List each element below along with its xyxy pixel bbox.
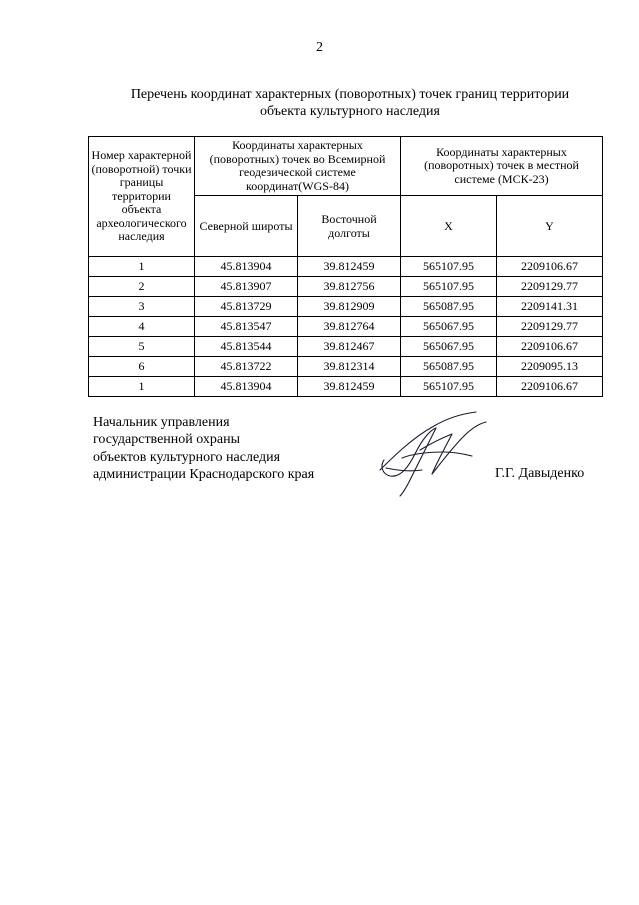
cell-point-number: 4 bbox=[89, 317, 195, 337]
cell-longitude: 39.812764 bbox=[298, 317, 401, 337]
cell-point-number: 2 bbox=[89, 277, 195, 297]
subheader-x: X bbox=[401, 196, 497, 257]
cell-y: 2209106.67 bbox=[497, 337, 603, 357]
cell-longitude: 39.812459 bbox=[298, 257, 401, 277]
cell-x: 565067.95 bbox=[401, 337, 497, 357]
table-row bbox=[89, 277, 603, 297]
signatory-position bbox=[93, 414, 314, 483]
cell-longitude: 39.812314 bbox=[298, 357, 401, 377]
table-row bbox=[89, 257, 603, 277]
cell-point-number: 3 bbox=[89, 297, 195, 317]
cell-x: 565087.95 bbox=[401, 297, 497, 317]
cell-y: 2209129.77 bbox=[497, 277, 603, 297]
cell-point-number: 6 bbox=[89, 357, 195, 377]
cell-longitude: 39.812756 bbox=[298, 277, 401, 297]
signer-name: Г.Г. Давыденко bbox=[495, 466, 585, 481]
cell-x: 565107.95 bbox=[401, 277, 497, 297]
cell-x: 565087.95 bbox=[401, 357, 497, 377]
cell-point-number: 1 bbox=[89, 377, 195, 397]
cell-latitude: 45.813904 bbox=[195, 377, 298, 397]
table-row bbox=[89, 297, 603, 317]
cell-x: 565107.95 bbox=[401, 257, 497, 277]
header-wgs84: Координаты характерных (поворотных) точек во Всемирной геодезической системе координат(WGS-84) bbox=[195, 137, 401, 196]
header-msk23: Координаты характерных (поворотных) точек в местной системе (МСК-23) bbox=[401, 137, 603, 196]
table-row bbox=[89, 317, 603, 337]
cell-point-number: 5 bbox=[89, 337, 195, 357]
title-line-1: Перечень координат характерных (поворотных) точек границ территории bbox=[130, 87, 570, 102]
header-point-number: Номер характерной (поворотной) точки границы территории объекта археологического наследия bbox=[89, 137, 195, 257]
cell-point-number: 1 bbox=[89, 257, 195, 277]
cell-longitude: 39.812909 bbox=[298, 297, 401, 317]
cell-latitude: 45.813904 bbox=[195, 257, 298, 277]
cell-x: 565067.95 bbox=[401, 317, 497, 337]
table-row bbox=[89, 337, 603, 357]
cell-latitude: 45.813722 bbox=[195, 357, 298, 377]
cell-y: 2209141.31 bbox=[497, 297, 603, 317]
signatory-line-4: администрации Краснодарского края bbox=[93, 466, 315, 482]
cell-longitude: 39.812459 bbox=[298, 377, 401, 397]
signatory-line-1: Начальник управления bbox=[93, 415, 230, 430]
cell-latitude: 45.813729 bbox=[195, 297, 298, 317]
cell-y: 2209129.77 bbox=[497, 317, 603, 337]
cell-y: 2209095.13 bbox=[497, 357, 603, 377]
signatory-line-3: объектов культурного наследия bbox=[93, 449, 281, 465]
subheader-y: Y bbox=[497, 196, 603, 257]
cell-x: 565107.95 bbox=[401, 377, 497, 397]
cell-latitude: 45.813544 bbox=[195, 337, 298, 357]
cell-latitude: 45.813547 bbox=[195, 317, 298, 337]
subheader-east-longitude: Восточной долготы bbox=[298, 196, 401, 257]
signatory-line-2: государственной охраны bbox=[93, 432, 241, 448]
title-line-2: объекта культурного наследия bbox=[260, 104, 440, 119]
cell-y: 2209106.67 bbox=[497, 257, 603, 277]
handwritten-signature bbox=[372, 408, 492, 498]
cell-y: 2209106.67 bbox=[497, 377, 603, 397]
page-number: 2 bbox=[316, 40, 323, 55]
cell-latitude: 45.813907 bbox=[195, 277, 298, 297]
coordinates-table bbox=[88, 136, 603, 397]
subheader-north-latitude: Северной широты bbox=[195, 196, 298, 257]
document-title bbox=[60, 86, 639, 120]
table-row bbox=[89, 357, 603, 377]
cell-longitude: 39.812467 bbox=[298, 337, 401, 357]
table-row bbox=[89, 377, 603, 397]
